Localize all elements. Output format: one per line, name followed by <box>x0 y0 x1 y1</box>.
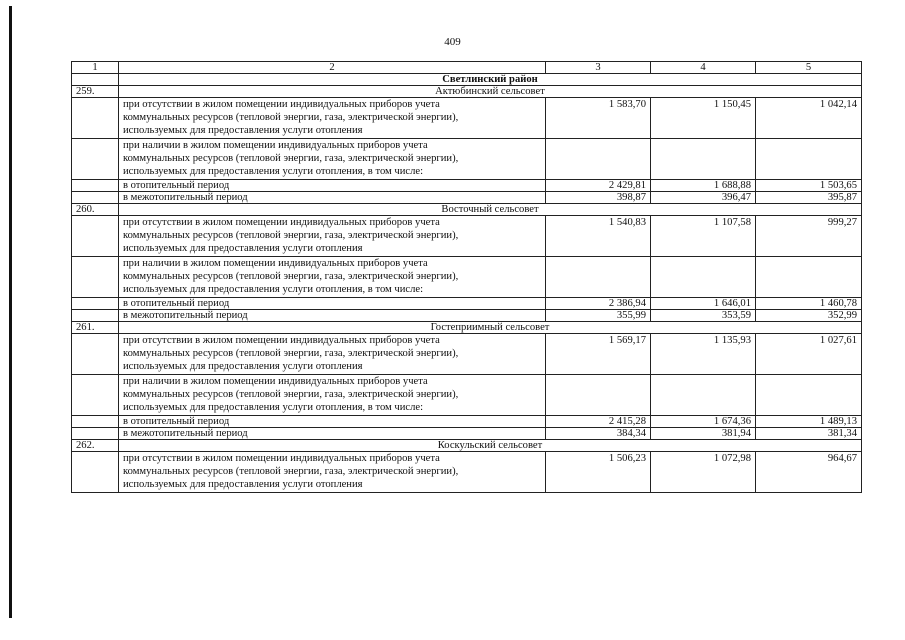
settlement-row <box>72 440 862 452</box>
settlement-row <box>72 322 862 334</box>
row-number-cell <box>72 98 119 139</box>
description-line: при наличии в жилом помещении индивидуальных приборов учета <box>123 376 428 387</box>
settlement-name: Коскульский сельсовет <box>119 440 862 452</box>
value-col-3: 2 415,28 <box>546 416 651 428</box>
value-col-5: 999,27 <box>756 216 862 257</box>
description-line: при отсутствии в жилом помещении индивидуальных приборов учета <box>123 99 440 110</box>
row-description <box>119 180 546 192</box>
value-col-4: 1 674,36 <box>651 416 756 428</box>
value-col-5: 1 042,14 <box>756 98 862 139</box>
settlement-number: 261. <box>72 322 119 334</box>
value-col-3 <box>546 139 651 180</box>
table-row <box>72 139 862 180</box>
description-line: коммунальных ресурсов (тепловой энергии, газа, электрической энергии), <box>123 271 459 282</box>
value-col-5: 381,34 <box>756 428 862 440</box>
table-row <box>72 375 862 416</box>
row-number-cell <box>72 452 119 493</box>
column-header-3: 3 <box>546 62 651 74</box>
description-line: используемых для предоставления услуги отопления, в том числе: <box>123 284 424 295</box>
column-header-4: 4 <box>651 62 756 74</box>
value-col-3: 1 540,83 <box>546 216 651 257</box>
description-line: используемых для предоставления услуги отопления <box>123 243 363 254</box>
value-col-3 <box>546 257 651 298</box>
row-description <box>119 416 546 428</box>
value-col-3 <box>546 375 651 416</box>
row-description <box>119 257 546 298</box>
row-number-cell <box>72 216 119 257</box>
value-col-4: 1 688,88 <box>651 180 756 192</box>
value-col-4: 1 646,01 <box>651 298 756 310</box>
table-row <box>72 416 862 428</box>
description-line: используемых для предоставления услуги отопления, в том числе: <box>123 166 424 177</box>
scan-left-edge <box>9 6 12 618</box>
description-line: используемых для предоставления услуги отопления <box>123 361 363 372</box>
row-description <box>119 216 546 257</box>
value-col-4 <box>651 375 756 416</box>
value-col-4: 1 150,45 <box>651 98 756 139</box>
district-row-number <box>72 74 119 86</box>
table-row <box>72 310 862 322</box>
description-line: в межотопительный период <box>123 428 248 439</box>
row-number-cell <box>72 375 119 416</box>
table-row <box>72 257 862 298</box>
settlement-number: 260. <box>72 204 119 216</box>
value-col-4: 396,47 <box>651 192 756 204</box>
value-col-4: 353,59 <box>651 310 756 322</box>
description-line: в отопительный период <box>123 180 230 191</box>
column-header-2: 2 <box>119 62 546 74</box>
description-line: используемых для предоставления услуги отопления <box>123 125 363 136</box>
table-row <box>72 192 862 204</box>
table-row <box>72 452 862 493</box>
value-col-3: 355,99 <box>546 310 651 322</box>
value-col-4: 381,94 <box>651 428 756 440</box>
table-row <box>72 428 862 440</box>
description-line: используемых для предоставления услуги отопления, в том числе: <box>123 402 424 413</box>
tariff-table <box>71 61 862 493</box>
column-header-5: 5 <box>756 62 862 74</box>
row-description <box>119 375 546 416</box>
row-number-cell <box>72 428 119 440</box>
value-col-3: 1 583,70 <box>546 98 651 139</box>
row-description <box>119 139 546 180</box>
row-number-cell <box>72 298 119 310</box>
description-line: в межотопительный период <box>123 310 248 321</box>
value-col-3: 398,87 <box>546 192 651 204</box>
description-line: при отсутствии в жилом помещении индивидуальных приборов учета <box>123 453 440 464</box>
value-col-3: 384,34 <box>546 428 651 440</box>
settlement-row <box>72 204 862 216</box>
row-number-cell <box>72 334 119 375</box>
row-description <box>119 452 546 493</box>
value-col-5: 1 460,78 <box>756 298 862 310</box>
row-number-cell <box>72 416 119 428</box>
settlement-name: Восточный сельсовет <box>119 204 862 216</box>
settlement-number: 259. <box>72 86 119 98</box>
description-line: при отсутствии в жилом помещении индивидуальных приборов учета <box>123 217 440 228</box>
table-row <box>72 334 862 375</box>
table-row <box>72 180 862 192</box>
settlement-name: Гостеприимный сельсовет <box>119 322 862 334</box>
value-col-4 <box>651 257 756 298</box>
row-number-cell <box>72 180 119 192</box>
description-line: коммунальных ресурсов (тепловой энергии, газа, электрической энергии), <box>123 389 459 400</box>
value-col-4: 1 107,58 <box>651 216 756 257</box>
value-col-3: 1 506,23 <box>546 452 651 493</box>
value-col-3: 2 429,81 <box>546 180 651 192</box>
district-row <box>72 74 862 86</box>
value-col-3: 1 569,17 <box>546 334 651 375</box>
row-number-cell <box>72 257 119 298</box>
settlement-name: Актюбинский сельсовет <box>119 86 862 98</box>
description-line: при наличии в жилом помещении индивидуальных приборов учета <box>123 140 428 151</box>
value-col-5: 1 503,65 <box>756 180 862 192</box>
description-line: используемых для предоставления услуги отопления <box>123 479 363 490</box>
value-col-5: 1 027,61 <box>756 334 862 375</box>
column-header-1: 1 <box>72 62 119 74</box>
row-description <box>119 310 546 322</box>
value-col-3: 2 386,94 <box>546 298 651 310</box>
row-description <box>119 334 546 375</box>
table-row <box>72 98 862 139</box>
description-line: коммунальных ресурсов (тепловой энергии, газа, электрической энергии), <box>123 153 459 164</box>
row-number-cell <box>72 192 119 204</box>
description-line: в межотопительный период <box>123 192 248 203</box>
row-description <box>119 428 546 440</box>
value-col-5 <box>756 139 862 180</box>
description-line: коммунальных ресурсов (тепловой энергии, газа, электрической энергии), <box>123 230 459 241</box>
tariff-table-body <box>72 62 862 493</box>
row-number-cell <box>72 139 119 180</box>
value-col-5 <box>756 375 862 416</box>
value-col-5: 395,87 <box>756 192 862 204</box>
value-col-5: 964,67 <box>756 452 862 493</box>
description-line: коммунальных ресурсов (тепловой энергии, газа, электрической энергии), <box>123 466 459 477</box>
value-col-4: 1 072,98 <box>651 452 756 493</box>
description-line: в отопительный период <box>123 298 230 309</box>
description-line: при отсутствии в жилом помещении индивидуальных приборов учета <box>123 335 440 346</box>
description-line: коммунальных ресурсов (тепловой энергии, газа, электрической энергии), <box>123 112 459 123</box>
description-line: коммунальных ресурсов (тепловой энергии, газа, электрической энергии), <box>123 348 459 359</box>
settlement-number: 262. <box>72 440 119 452</box>
settlement-row <box>72 86 862 98</box>
district-title: Светлинский район <box>119 74 862 86</box>
table-row <box>72 216 862 257</box>
column-header-row <box>72 62 862 74</box>
row-number-cell <box>72 310 119 322</box>
value-col-5 <box>756 257 862 298</box>
value-col-5: 1 489,13 <box>756 416 862 428</box>
row-description <box>119 298 546 310</box>
description-line: при наличии в жилом помещении индивидуальных приборов учета <box>123 258 428 269</box>
value-col-4: 1 135,93 <box>651 334 756 375</box>
table-row <box>72 298 862 310</box>
description-line: в отопительный период <box>123 416 230 427</box>
page-number: 409 <box>444 36 461 48</box>
row-description <box>119 192 546 204</box>
value-col-4 <box>651 139 756 180</box>
row-description <box>119 98 546 139</box>
value-col-5: 352,99 <box>756 310 862 322</box>
